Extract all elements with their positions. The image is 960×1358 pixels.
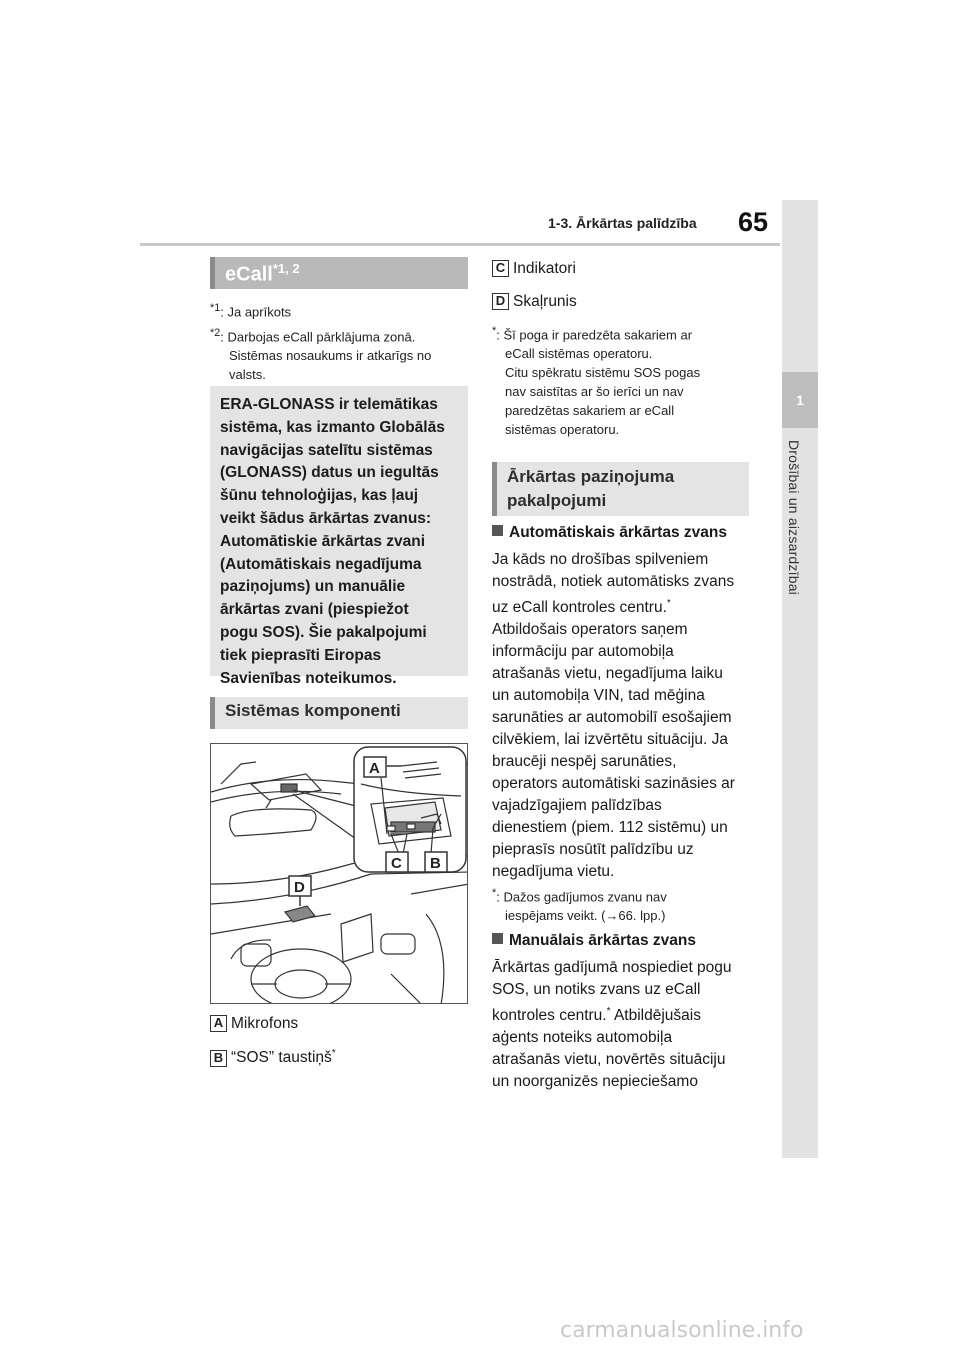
emergency-notice-heading: Ārkārtas paziņojuma pakalpojumi — [492, 462, 749, 516]
diagram-label-c: C — [391, 855, 402, 872]
manual-call-text: Ārkārtas gadījumā nospiediet pogu SOS, un notiks zvans uz eCall kontroles centru.* Atbildējušais aģents noteiks automobiļa atrašanās vietu, novērtēs situāciju un noorganizēs nepieciešamo — [492, 959, 732, 1091]
diagram-label-a: A — [369, 760, 380, 777]
component-item-a: A Mikrofons — [210, 1015, 298, 1033]
side-tab — [782, 200, 818, 1158]
ecall-title: eCall$^{*1, 2}$ — [225, 261, 300, 286]
ecall-heading — [210, 257, 468, 289]
component-item-d: D Skaļrunis — [492, 293, 577, 311]
sos-button-footnote: *: Šī poga ir paredzēta sakariem ar eCall sistēmas operatoru. Citu spēkratu sistēmu SOS pogas nav saistītas ar šo ierīci un nav paredzētas sakariem ar eCall sistēmas operatoru. — [492, 325, 701, 438]
component-item-c: C Indikatori — [492, 260, 576, 278]
era-glonass-info-box: ERA-GLONASS ir telemātikas sistēma, kas izmanto Globālās navigācijas satelītu sistēmas (GLONASS) datus un iegultās šūnu tehnoloģijas, kas ļauj veikt šādus ārkārtas zvanus: Automātiskie ārkārtas zvani (Automātiskais negadījuma paziņojums) un manuālie ārkārtas zvani (piespiežot pogu SOS). Šie pakalpojumi tiek pieprasīti Eiropas Savienības noteikumos. — [210, 386, 468, 676]
car-interior-illustration — [211, 744, 468, 1004]
component-item-b: B “SOS” taustiņš* — [210, 1048, 336, 1067]
auto-call-heading: Automātiskais ārkārtas zvans — [492, 524, 727, 542]
components-heading: Sistēmas komponenti — [210, 697, 468, 729]
page-number: 65 — [738, 207, 769, 237]
header-section-title: 1-3. Ārkārtas palīdzība — [548, 215, 697, 231]
ecall-components-diagram — [210, 743, 468, 1004]
footnote-1: $^{*1}$: Ja aprīkots — [210, 302, 292, 320]
side-tab-number: 1 — [796, 392, 804, 408]
auto-call-text: Ja kāds no drošības spilveniem nostrādā, notiek automātisks zvans uz eCall kontroles centru.* Atbildošais operators saņem informāciju par automobiļa atrašanās vietu, negadījuma laiku un automobiļa VIN, tad mēģina sarunāties ar automobilī esošajiem cilvēkiem, lai izvērtētu situāciju. Ja braucēji nespēj sarunāties, operators automātiski sazināsies ar vajadzīgajiem palīdzības dienestiem (piem. 112 sistēmu) un pieprasīs nosūtīt palīdzību uz negadījuma vietu. — [492, 551, 735, 881]
side-tab-label: Drošībai un aizsardzībai — [786, 440, 802, 595]
auto-call-footnote: *: Dažos gadījumos zvanu nav iespējams veikt. (→66. lpp.) — [492, 887, 667, 924]
header-divider — [140, 243, 780, 246]
diagram-label-d: D — [294, 879, 305, 896]
footnote-2: $^{*2}$: Darbojas eCall pārklājuma zonā. Sistēmas nosaukums ir atkarīgs no valsts. — [210, 327, 432, 383]
diagram-label-b: B — [430, 855, 441, 872]
manual-call-heading: Manuālais ārkārtas zvans — [492, 932, 696, 950]
watermark: carmanualsonline.info — [560, 1318, 804, 1343]
